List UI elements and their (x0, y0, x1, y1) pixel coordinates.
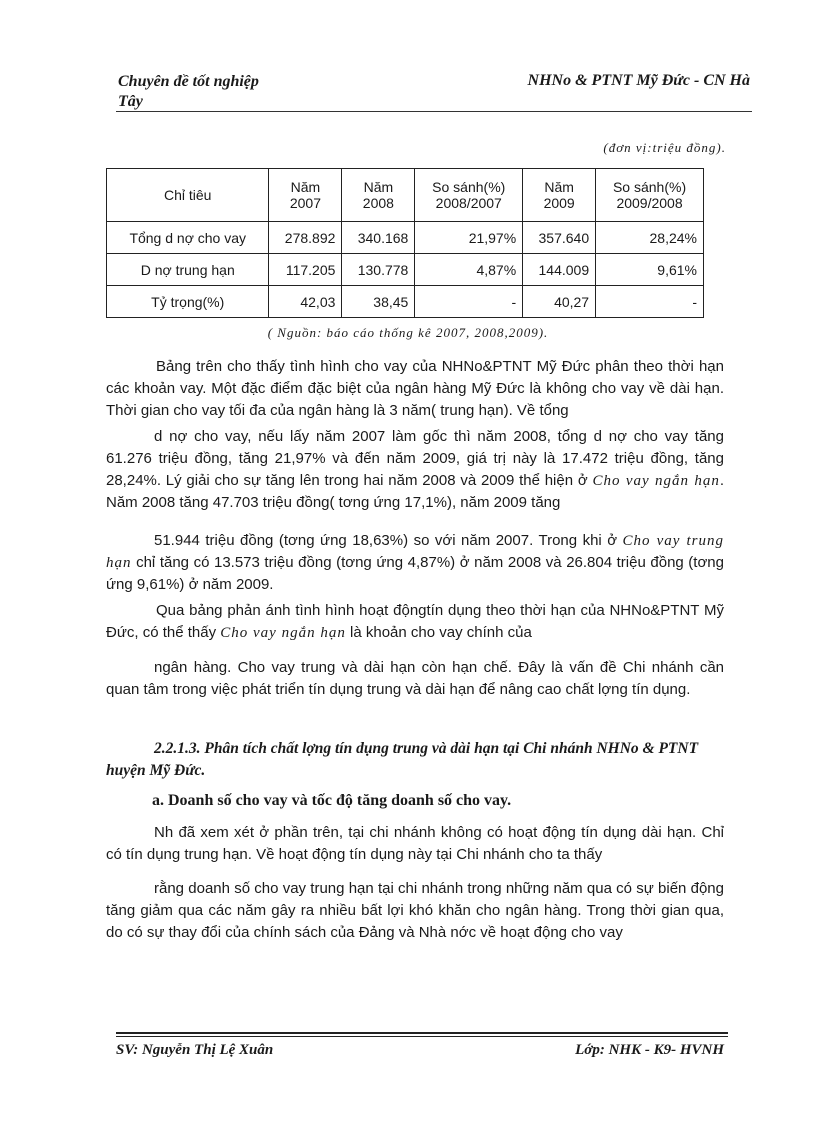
table-cell: 38,45 (342, 286, 415, 318)
paragraph-1a: Bảng trên cho thấy tình hình cho vay của NHNo&PTNT Mỹ Đức phân theo thời hạn các khoản vay. Một đặc điểm đặc biệt của ngân hàng Mỹ Đức là không cho vay về dài hạn. Thời gian cho vay tối đa của ngân hàng là 3 năm( trung hạn). Về tổng (106, 358, 724, 419)
paragraph-3a: Nh đã xem xét ở phần trên, tại chi nhánh không có hoạt động tín dụng dài hạn. Chỉ có tín dụng trung hạn. Về hoạt động tín dụng này tại Chi nhánh cho ta thấy (106, 824, 724, 863)
table-row (107, 222, 704, 254)
table-cell: 340.168 (342, 222, 415, 254)
table-cell: 40,27 (523, 286, 596, 318)
header-left-line2: Tây (118, 93, 143, 110)
paragraph-1b-text: d nợ cho vay, nếu lấy năm 2007 làm gốc thì năm 2008, tổng d nợ cho vay tăng 61.276 triệu đồng, tăng 21,97% và đến năm 2009, giá trị này là 17.472 triệu đồng, tăng 28,24%. Lý giải cho sự tăng lên trong hai năm 2008 và 2009 thể hiện ở (106, 428, 724, 489)
table-cell: 117.205 (269, 254, 342, 286)
paragraph-2a-text: Qua bảng phản ánh tình hình hoạt độngtín dụng theo thời hạn của NHNo&PTNT Mỹ Đức, có thể thấy (106, 602, 724, 641)
paragraph-3b: rằng doanh số cho vay trung hạn tại chi nhánh trong những năm qua có sự biến động tăng giảm qua các năm gây ra nhiều bất lợi khó khăn cho ngân hàng. Trong thời gian qua, do có sự thay đổi của chính sách của Đảng và Nhà nớc về hoạt động cho vay (106, 880, 724, 941)
table-cell: Tổng d nợ cho vay (107, 222, 269, 254)
table-header: So sánh(%) 2009/2008 (596, 169, 704, 222)
loan-table (106, 168, 704, 318)
footer-class: Lớp: NHK - K9- HVNH (575, 1042, 724, 1058)
paragraph-2a-italic: Cho vay ngắn hạn (220, 625, 346, 641)
paragraph-2b: ngân hàng. Cho vay trung và dài hạn còn hạn chế. Đây là vấn đề Chi nhánh cần quan tâm trong việc phát triển tín dụng trung và dài hạn để nâng cao chất lợng tín dụng. (106, 659, 724, 698)
footer-rule (116, 1032, 728, 1034)
header-rule (116, 111, 752, 112)
table-cell: 42,03 (269, 286, 342, 318)
table-header: Chỉ tiêu (107, 169, 269, 222)
header-title (118, 72, 259, 112)
paragraph-1c-text: 51.944 triệu đồng (tơng ứng 18,63%) so với năm 2007. Trong khi ở (154, 532, 618, 549)
paragraph-1b (106, 426, 724, 514)
paragraph-2a (106, 600, 724, 644)
footer-student: SV: Nguyễn Thị Lệ Xuân (116, 1042, 274, 1058)
subsection-heading: a. Doanh số cho vay và tốc độ tăng doanh số cho vay. (152, 792, 512, 809)
table-cell: 144.009 (523, 254, 596, 286)
table-cell: 278.892 (269, 222, 342, 254)
header-org: NHNo & PTNT Mỹ Đức - CN Hà (527, 72, 750, 89)
paragraph-2a-tail: là khoản cho vay chính của (350, 624, 532, 641)
table-row (107, 286, 704, 318)
table-cell: - (596, 286, 704, 318)
paragraph-1c (106, 530, 724, 596)
table-header: Năm 2008 (342, 169, 415, 222)
table-cell: 4,87% (415, 254, 523, 286)
table-header: Năm 2009 (523, 169, 596, 222)
table-cell: Tỷ trọng(%) (107, 286, 269, 318)
table-row (107, 254, 704, 286)
table-cell: 130.778 (342, 254, 415, 286)
paragraph-1b-tail: . Năm 2008 tăng 47.703 triệu đồng( tơng ứng 17,1%), năm 2009 tăng (106, 472, 725, 511)
unit-note: (đơn vị:triệu đồng). (603, 140, 726, 155)
table-cell: - (415, 286, 523, 318)
table-cell: 28,24% (596, 222, 704, 254)
table-cell: D nợ trung hạn (107, 254, 269, 286)
source-note: ( Nguồn: báo cáo thống kê 2007, 2008,2009). (267, 325, 549, 340)
table-cell: 9,61% (596, 254, 704, 286)
table-header-row (107, 169, 704, 222)
header-left-line1: Chuyên đề tốt nghiệp (118, 73, 259, 90)
table-cell: 21,97% (415, 222, 523, 254)
table-cell: 357.640 (523, 222, 596, 254)
table-header: So sánh(%) 2008/2007 (415, 169, 523, 222)
section-heading: 2.2.1.3. Phân tích chất lợng tín dụng trung và dài hạn tại Chi nhánh NHNo & PTNT huyện Mỹ Đức. (106, 740, 699, 779)
table-header: Năm 2007 (269, 169, 342, 222)
paragraph-1c-italic: Cho vay trung hạn (106, 533, 724, 571)
footer-rule-thin (116, 1036, 728, 1037)
paragraph-1b-italic: Cho vay ngắn hạn (592, 473, 720, 489)
paragraph-1c-tail: chỉ tăng có 13.573 triệu đồng (tơng ứng 4,87%) ở năm 2008 và 26.804 triệu đồng (tơng ứng 9,61%) ở năm 2009. (106, 554, 724, 593)
